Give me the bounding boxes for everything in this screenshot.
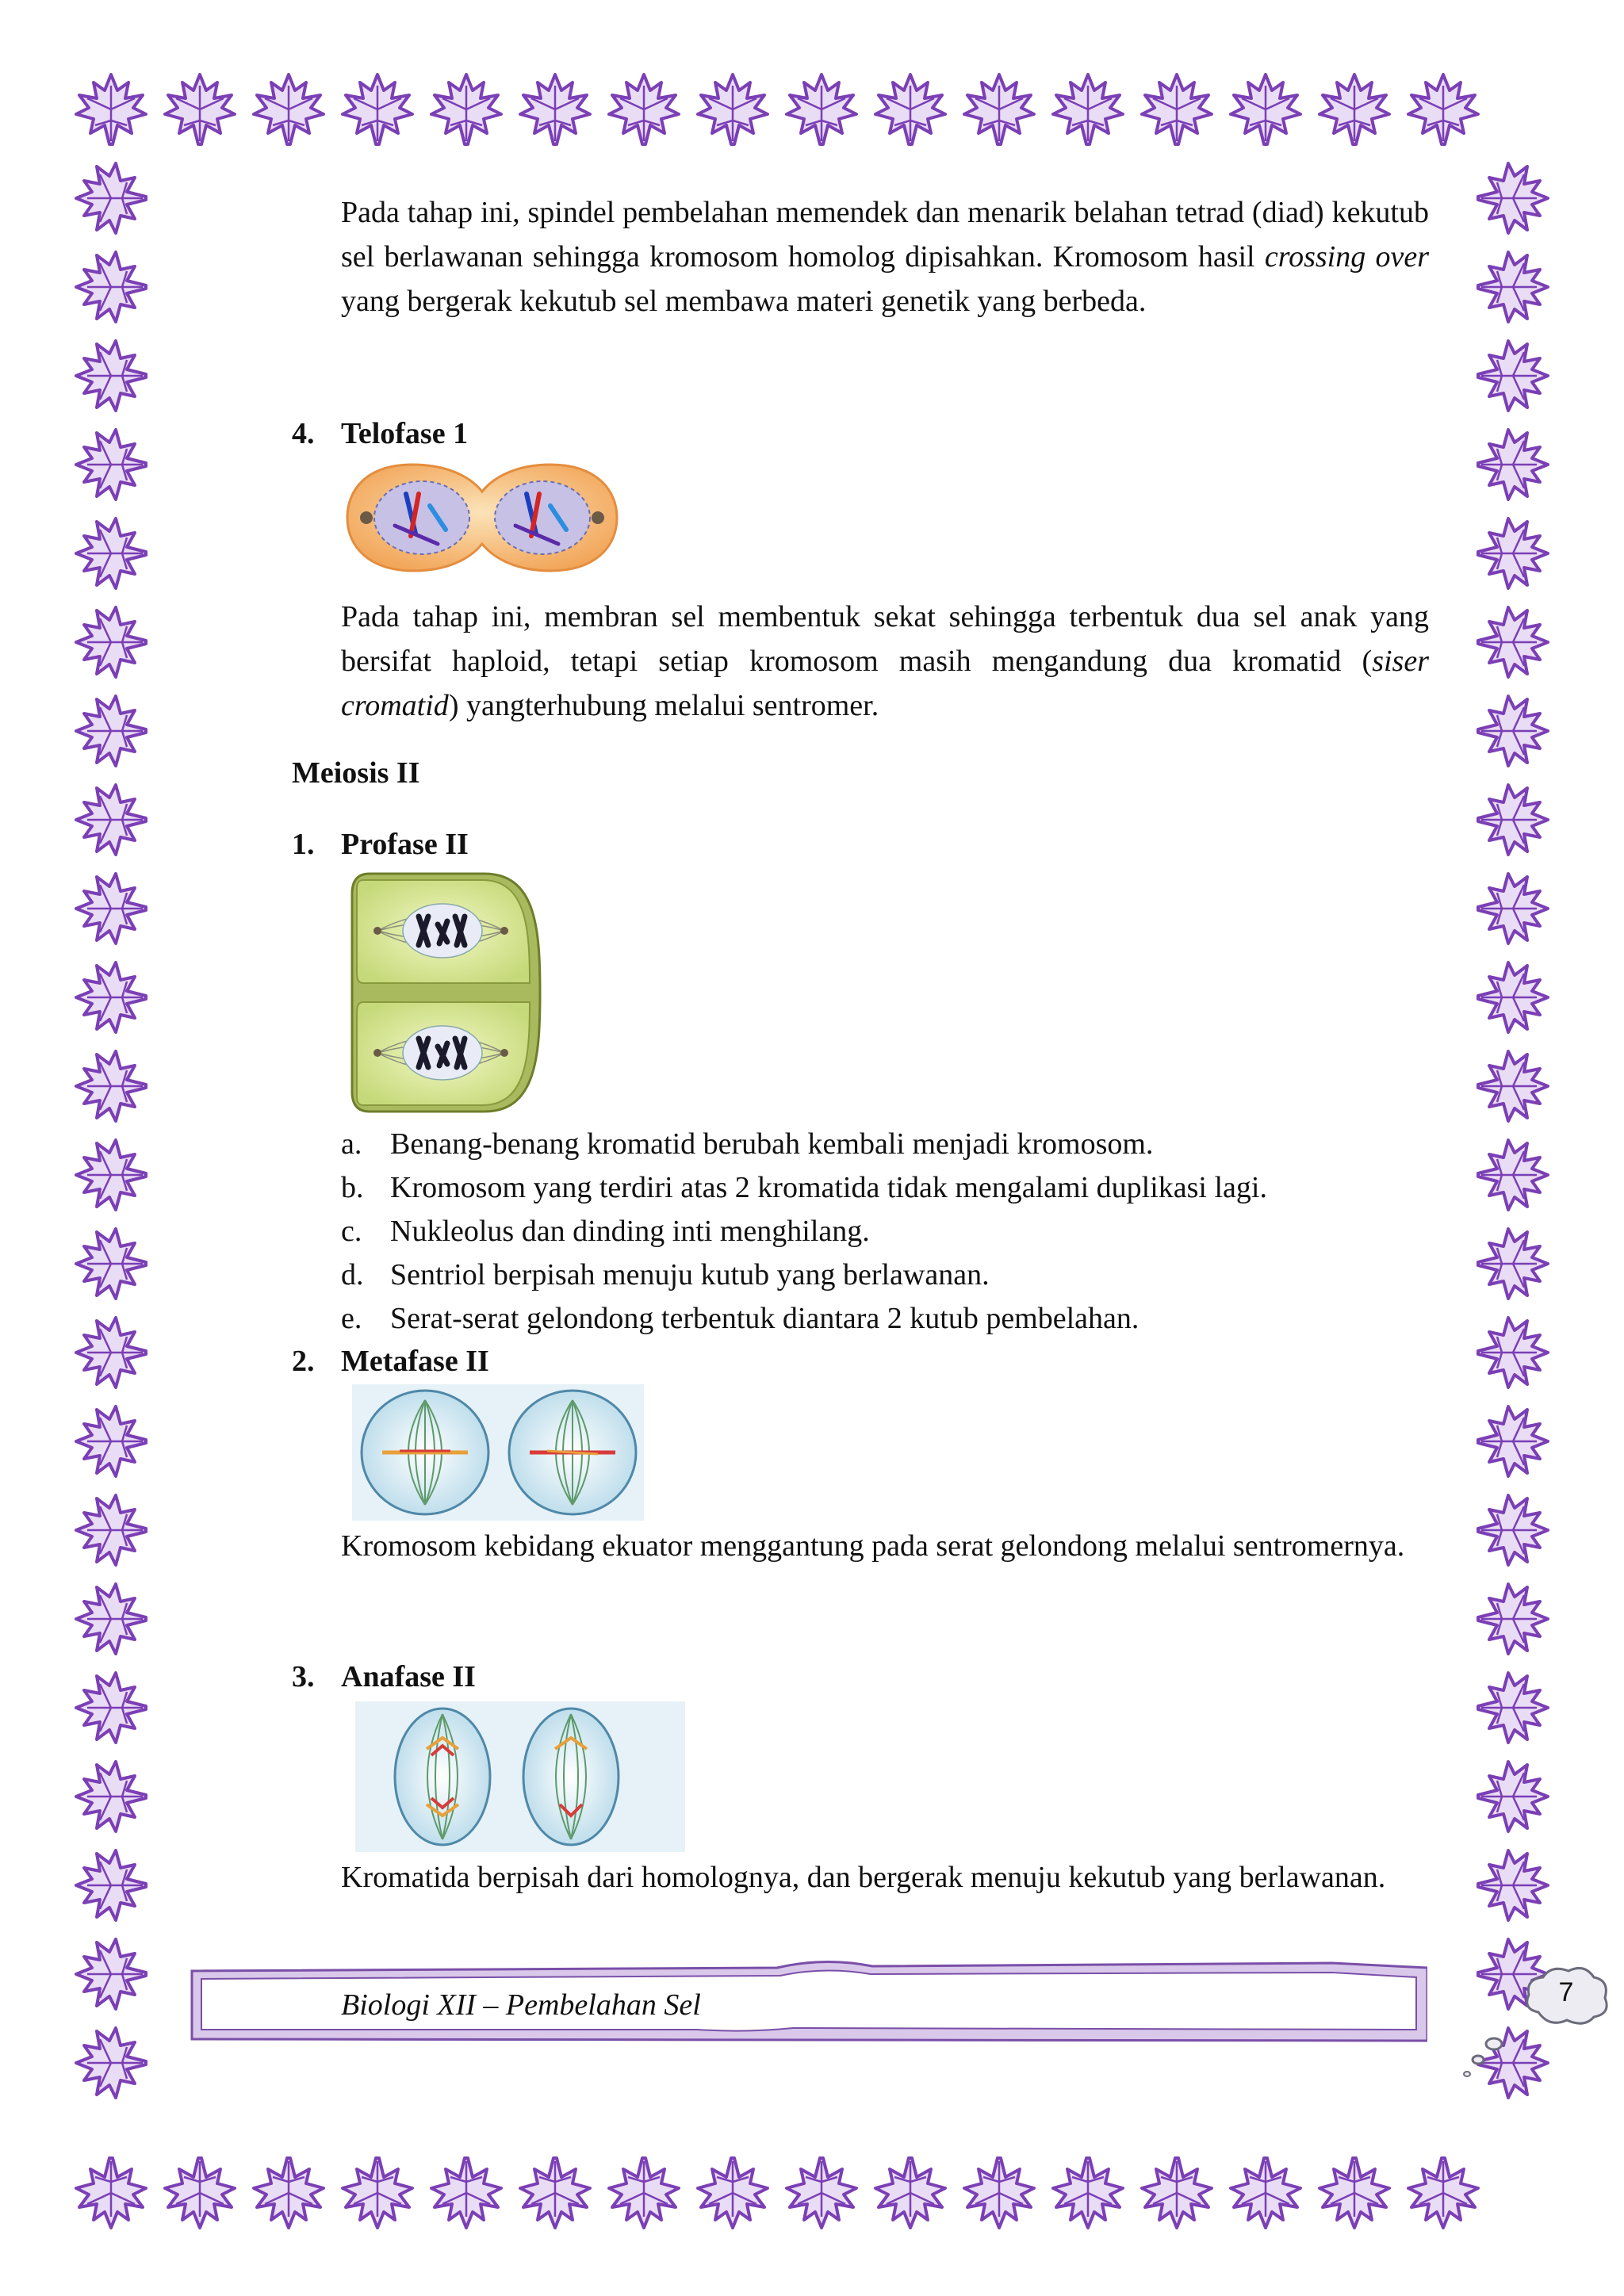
paragraph-italic-term: siser cromatid [341, 645, 1429, 722]
anafase2-illustration [355, 1701, 685, 1852]
anafase2-paragraph: Kromatida berpisah dari homolognya, dan bergerak menuju kekutub yang berlawanan. [341, 1861, 1386, 1894]
profase2-list [341, 1123, 1451, 1341]
list-item [341, 1253, 1451, 1297]
paragraph-text: Pada tahap ini, spindel pembelahan memendek dan menarik belahan tetrad (diad) kekutub sel berlawanan sehingga kromosom homolog dipisahkan. Kromosom hasil [341, 196, 1429, 274]
telofase1-paragraph [341, 595, 1429, 728]
profase2-heading [292, 825, 469, 864]
paragraph-text: yang bergerak kekutub sel membawa materi genetik yang berbeda. [341, 285, 1147, 318]
section-number: 2. [292, 1345, 315, 1378]
footer-title: Biologi XII – Pembelahan Sel [341, 1988, 701, 2022]
section-number: 4. [292, 417, 315, 450]
list-marker: b. [341, 1171, 364, 1204]
section-title: Profase II [341, 828, 469, 861]
metafase2-heading [292, 1341, 489, 1381]
bubble-tail-icon [1459, 2036, 1507, 2084]
paragraph-text: Pada tahap ini, membran sel membentuk sekat sehingga terbentuk dua sel anak yang bersifat haploid, tetapi setiap kromosom masih mengandung dua kromatid ( [341, 600, 1429, 678]
telofase1-illustration [343, 458, 622, 577]
metafase2-illustration [352, 1384, 644, 1521]
list-item [341, 1123, 1451, 1166]
meiosis2-heading: Meiosis II [292, 756, 420, 790]
list-marker: c. [341, 1215, 362, 1248]
page-footer [190, 1957, 1574, 2044]
section-title: Metafase II [341, 1345, 489, 1378]
anafase1-paragraph [341, 190, 1429, 323]
list-item-text: Benang-benang kromatid berubah kembali menjadi kromosom. [390, 1127, 1154, 1161]
page-number: 7 [1558, 1977, 1574, 2007]
profase2-illustration [346, 866, 544, 1119]
list-item-text: Serat-serat gelondong terbentuk diantara 2 kutub pembelahan. [390, 1302, 1139, 1335]
telofase1-heading [292, 414, 468, 453]
list-marker: d. [341, 1258, 364, 1292]
section-title: Telofase 1 [341, 417, 469, 450]
metafase2-paragraph: Kromosom kebidang ekuator menggantung pada serat gelondong melalui sentromernya. [341, 1529, 1405, 1563]
list-item [341, 1297, 1451, 1341]
list-item-text: Sentriol berpisah menuju kutub yang berlawanan. [390, 1258, 990, 1292]
list-item-text: Nukleolus dan dinding inti menghilang. [390, 1215, 870, 1248]
paragraph-text: ) yangterhubung melalui sentromer. [448, 689, 879, 722]
list-marker: e. [341, 1302, 362, 1335]
section-number: 1. [292, 828, 315, 861]
list-item-text: Kromosom yang terdiri atas 2 kromatida tidak mengalami duplikasi lagi. [390, 1171, 1267, 1204]
anafase2-heading [292, 1657, 476, 1697]
list-marker: a. [341, 1127, 362, 1161]
list-item [341, 1210, 1451, 1253]
paragraph-italic-term: crossing over [1264, 240, 1429, 274]
list-item [341, 1166, 1451, 1210]
section-number: 3. [292, 1660, 315, 1693]
section-title: Anafase II [341, 1660, 476, 1693]
